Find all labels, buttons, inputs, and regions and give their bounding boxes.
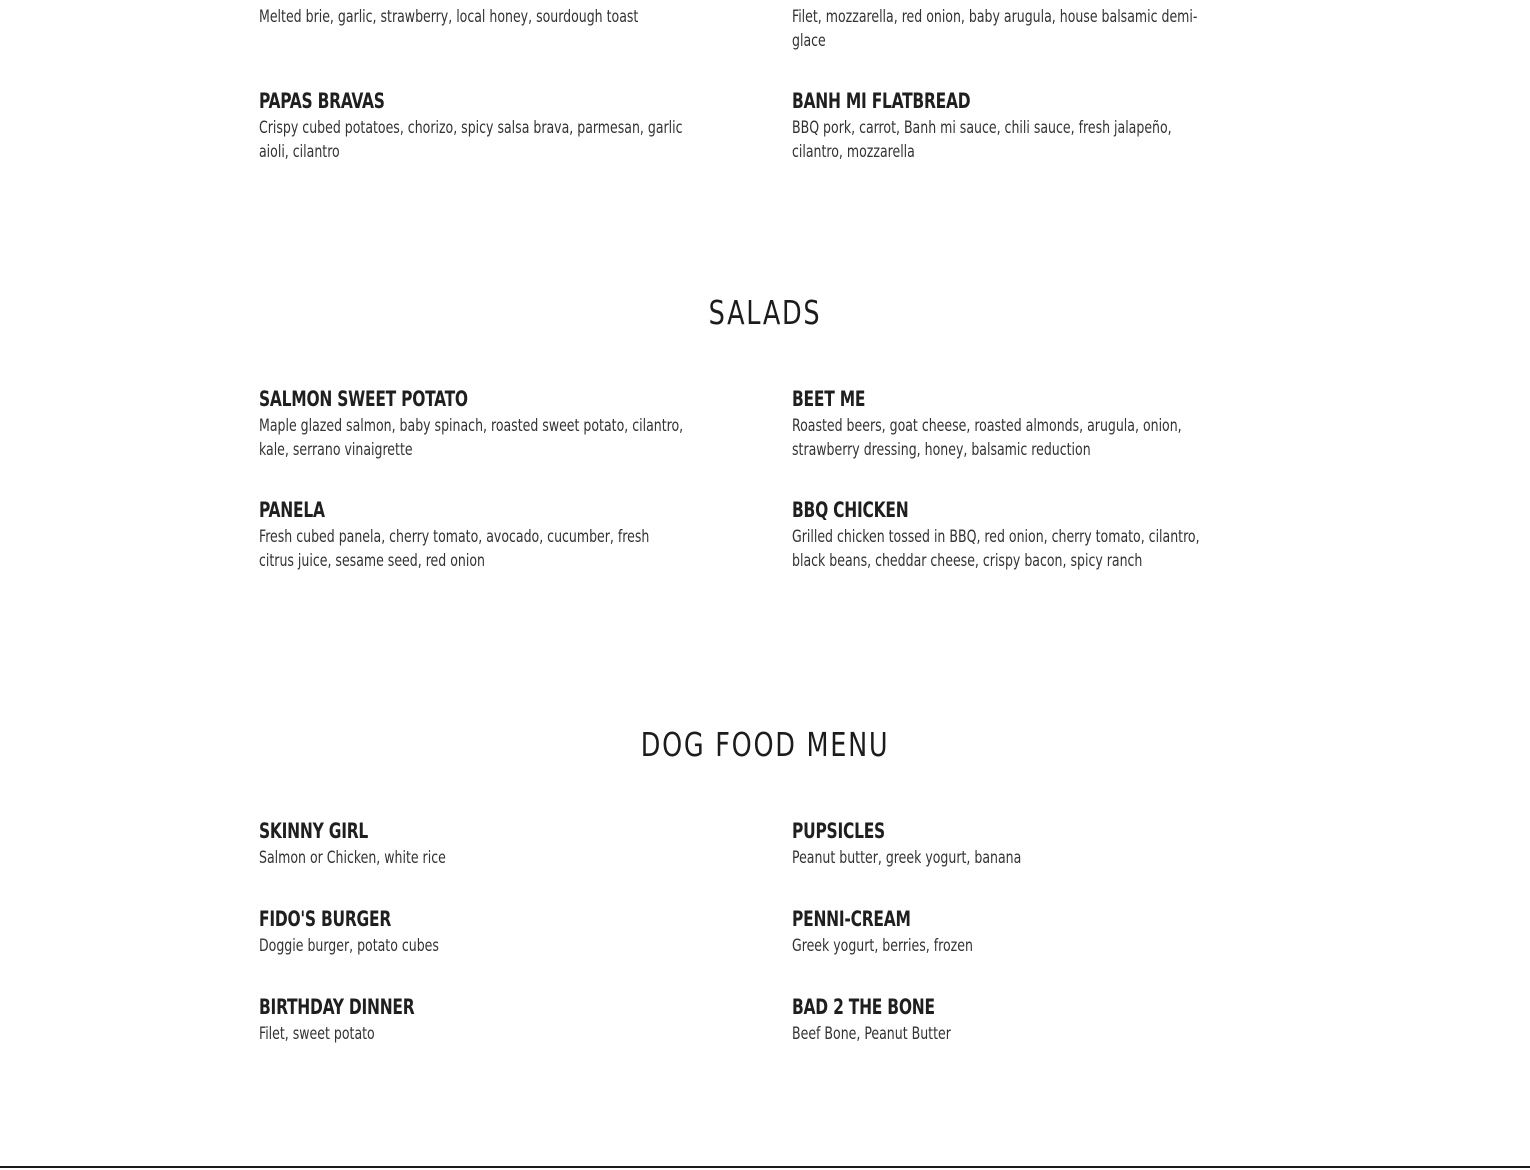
menu-item-description: Filet, mozzarella, red onion, baby arugula, house balsamic demi-glace: [792, 7, 1198, 51]
menu-item-penni-cream: [792, 906, 1232, 959]
menu-item-salmon-sweet-potato: [259, 386, 699, 462]
menu-item-description: Melted brie, garlic, strawberry, local honey, sourdough toast: [259, 7, 639, 27]
menu-item-description: Crispy cubed potatoes, chorizo, spicy salsa brava, parmesan, garlic aioli, cilantro: [259, 118, 683, 162]
menu-item-pupsicles: [792, 818, 1232, 871]
menu-item-name: FIDO'S BURGER: [259, 907, 392, 931]
menu-item-description: Maple glazed salmon, baby spinach, roasted sweet potato, cilantro, kale, serrano vinaigrette: [259, 416, 684, 460]
menu-item-name: SKINNY GIRL: [259, 819, 369, 843]
menu-item-name: PENNI-CREAM: [792, 907, 911, 931]
menu-item-banh-mi-flatbread: [792, 88, 1232, 164]
menu-item-top-0: [259, 6, 699, 30]
menu-item-name: PANELA: [259, 498, 325, 522]
menu-item-name: PUPSICLES: [792, 819, 885, 843]
menu-item-panela: [259, 497, 699, 573]
menu-item-beet-me: [792, 386, 1232, 462]
menu-item-fidos-burger: [259, 906, 699, 959]
menu-item-top-1: [792, 6, 1232, 53]
menu-item-description: Doggie burger, potato cubes: [259, 936, 439, 956]
footer-divider: [0, 1166, 1530, 1168]
menu-item-bad-2-the-bone: [792, 994, 1232, 1047]
menu-item-description: BBQ pork, carrot, Banh mi sauce, chili sauce, fresh jalapeño, cilantro, mozzarella: [792, 118, 1172, 162]
menu-item-name: BBQ CHICKEN: [792, 498, 909, 522]
menu-item-name: BEET ME: [792, 387, 866, 411]
menu-item-skinny-girl: [259, 818, 699, 871]
section-title-dog-food-menu: DOG FOOD MENU: [640, 725, 890, 764]
menu-item-birthday-dinner: [259, 994, 699, 1047]
menu-item-description: Beef Bone, Peanut Butter: [792, 1024, 951, 1044]
menu-item-description: Grilled chicken tossed in BBQ, red onion, cherry tomato, cilantro, black beans, cheddar cheese, crispy bacon, spicy ranch: [792, 527, 1200, 571]
menu-item-papas-bravas: [259, 88, 699, 164]
menu-item-description: Roasted beers, goat cheese, roasted almonds, arugula, onion, strawberry dressing, honey, balsamic reduction: [792, 416, 1182, 460]
section-title-salads: SALADS: [708, 293, 822, 332]
menu-item-name: BANH MI FLATBREAD: [792, 89, 971, 113]
menu-item-description: Peanut butter, greek yogurt, banana: [792, 848, 1022, 868]
menu-item-name: BAD 2 THE BONE: [792, 995, 935, 1019]
menu-item-description: Greek yogurt, berries, frozen: [792, 936, 973, 956]
menu-item-name: PAPAS BRAVAS: [259, 89, 385, 113]
menu-item-bbq-chicken: [792, 497, 1232, 573]
menu-item-description: Salmon or Chicken, white rice: [259, 848, 446, 868]
menu-item-name: SALMON SWEET POTATO: [259, 387, 468, 411]
menu-item-description: Fresh cubed panela, cherry tomato, avocado, cucumber, fresh citrus juice, sesame seed, red onion: [259, 527, 650, 571]
menu-item-name: BIRTHDAY DINNER: [259, 995, 415, 1019]
menu-item-description: Filet, sweet potato: [259, 1024, 375, 1044]
